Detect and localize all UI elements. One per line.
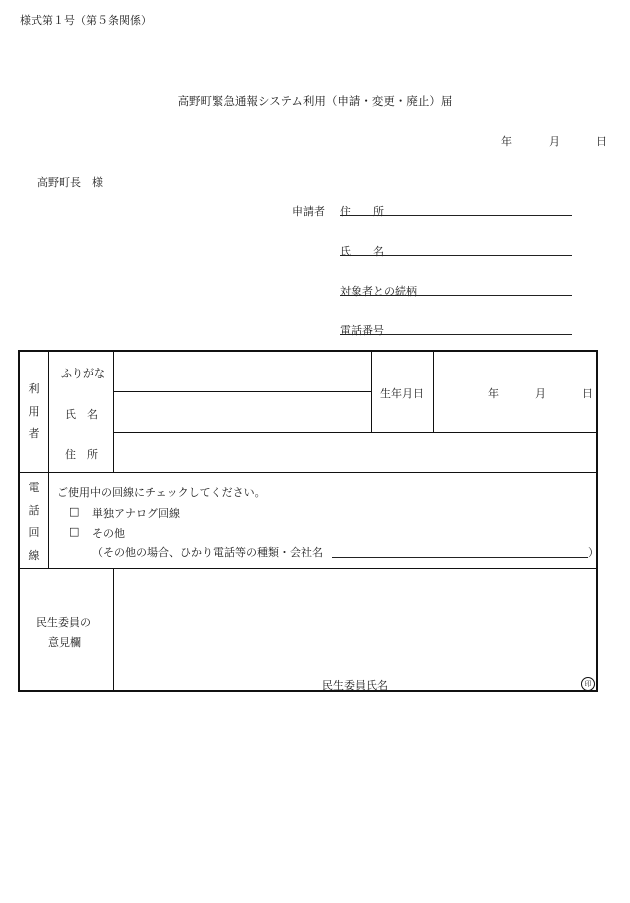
applicant-phone-label: 電話番号	[340, 324, 384, 337]
date-month-label: 月	[549, 135, 560, 148]
other-line-company-field[interactable]	[332, 557, 588, 558]
opinion-field[interactable]	[116, 571, 594, 666]
other-line-note: （その他の場合、ひかり電話等の種類・会社名	[92, 546, 323, 559]
row-divider-address	[20, 472, 596, 473]
phone-line-section-label: 電 話 回 線	[28, 481, 40, 562]
birthdate-day-label: 日	[582, 387, 593, 400]
addressee: 高野町長 様	[37, 176, 103, 189]
applicant-address-label: 住 所	[340, 205, 384, 218]
commissioner-name-label: 民生委員氏名	[322, 679, 388, 692]
other-line-checkbox[interactable]: □	[69, 525, 80, 538]
furigana-field[interactable]	[116, 354, 369, 390]
applicant-address-field[interactable]	[340, 215, 572, 216]
other-line-note-close: ）	[588, 546, 599, 559]
seal-mark-icon: 印	[581, 677, 595, 691]
user-name-field[interactable]	[116, 394, 369, 430]
applicant-relation-label: 対象者との続柄	[340, 285, 417, 298]
applicant-phone-field[interactable]	[340, 334, 572, 335]
analog-line-option-label: 単独アナログ回線	[92, 507, 180, 520]
user-address-field[interactable]	[116, 435, 594, 470]
user-address-label: 住 所	[65, 448, 98, 461]
birthdate-year-label: 年	[488, 387, 499, 400]
analog-line-checkbox[interactable]: □	[69, 505, 80, 518]
col-divider-section	[48, 352, 49, 568]
form-number: 様式第１号（第５条関係）	[20, 14, 152, 27]
row-divider-furigana	[113, 391, 371, 392]
applicant-label: 申請者	[292, 205, 325, 218]
row-divider-name	[113, 432, 596, 433]
date-day-label: 日	[596, 135, 607, 148]
phone-line-instruction: ご使用中の回線にチェックしてください。	[57, 486, 266, 499]
applicant-name-label: 氏 名	[340, 245, 384, 258]
user-name-label: 氏 名	[65, 408, 98, 421]
col-divider-label	[113, 352, 114, 472]
document-title: 高野町緊急通報システム利用（申請・変更・廃止）届	[177, 94, 453, 108]
col-divider-opinion	[113, 568, 114, 690]
other-line-option-label: その他	[92, 527, 125, 540]
col-divider-birth-left	[371, 352, 372, 432]
row-divider-phone	[20, 568, 596, 569]
furigana-label: ふりがな	[61, 367, 105, 380]
birthdate-label: 生年月日	[380, 387, 424, 400]
opinion-label-line1: 民生委員の	[36, 616, 91, 629]
user-section-label: 利 用 者	[28, 382, 40, 440]
applicant-name-field[interactable]	[340, 255, 572, 256]
col-divider-birth-right	[433, 352, 434, 432]
opinion-label-line2: 意見欄	[48, 636, 81, 649]
date-year-label: 年	[501, 135, 512, 148]
user-info-table	[18, 350, 598, 692]
birthdate-month-label: 月	[535, 387, 546, 400]
applicant-relation-field[interactable]	[340, 295, 572, 296]
